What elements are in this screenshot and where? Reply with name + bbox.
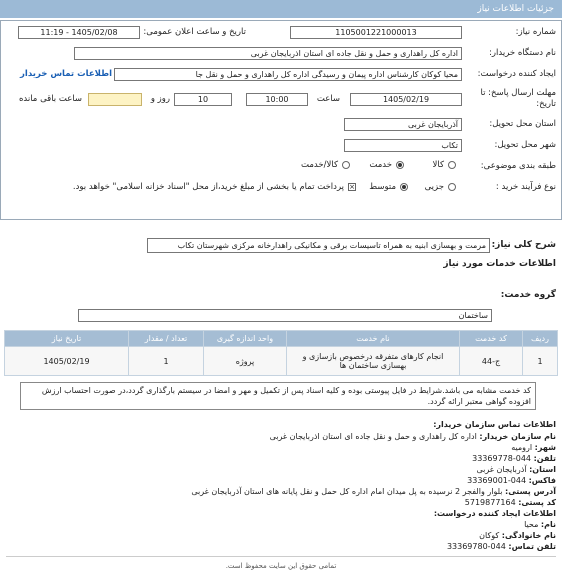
purchase-radio-medium[interactable] [400, 183, 408, 191]
contact-postal-label: کد پستی: [518, 498, 556, 507]
creator-phone-label: تلفن تماس: [508, 542, 556, 551]
purchase-type-label: نوع فرآیند خرید : [495, 182, 556, 192]
contact-org-value: اداره کل راهداری و حمل و نقل جاده ای استان اذربایجان غربی [269, 432, 477, 441]
creator-name-value: محیا [524, 520, 539, 529]
services-table [4, 330, 558, 376]
category-radio-service[interactable] [396, 161, 404, 169]
deadline-date-label: تاریخ: [536, 99, 556, 109]
announce-datetime-field[interactable]: 1405/02/08 - 11:19 [18, 26, 140, 39]
row-code: ج-44 [460, 347, 523, 376]
row-unit: پروژه [204, 347, 287, 376]
purchase-option-minor: جزیی [424, 182, 444, 192]
summary-label: شرح کلی نیاز: [491, 240, 556, 250]
city-field[interactable]: تکاب [344, 139, 462, 152]
contact-phone-value: 044-33369778 [472, 454, 532, 463]
contact-city-line [511, 443, 556, 452]
contact-address-label: آدرس پستی: [505, 487, 556, 496]
contact-fax-line [467, 476, 556, 485]
deadline-time-field[interactable]: 10:00 [246, 93, 308, 106]
category-radio-goods[interactable] [448, 161, 456, 169]
creator-family-value: کوکان [479, 531, 500, 540]
footer-copyright: تمامی حقوق این سایت محفوظ است. [225, 562, 337, 570]
treasury-note: پرداخت تمام یا بخشی از مبلغ خرید،از محل "اسناد خزانه اسلامی" خواهد بود. [72, 182, 344, 192]
col-index: ردیف [523, 331, 558, 347]
contact-address-line [191, 487, 556, 496]
deadline-time-label: ساعت [316, 94, 340, 104]
contact-section-title [433, 420, 556, 429]
contact-title-text: اطلاعات تماس سازمان خریدار: [433, 420, 556, 429]
creator-label: ایجاد کننده درخواست: [477, 69, 556, 79]
contact-fax-label: فاکس: [528, 476, 556, 485]
creator-section-title [434, 509, 556, 518]
service-group-label: گروه خدمت: [500, 290, 556, 300]
col-code: کد خدمت [460, 331, 523, 347]
col-unit: واحد اندازه گیری [204, 331, 287, 347]
summary-field[interactable]: مرمت و بهسازی ابنیه به همراه تاسیسات برقی و مکانیکی راهدارخانه مرکزی شهرستان تکاب [147, 238, 490, 253]
announce-label: تاریخ و ساعت اعلان عمومی: [143, 27, 246, 37]
contact-province-label: استان: [529, 465, 556, 474]
col-name: نام خدمت [287, 331, 460, 347]
services-section-title: اطلاعات خدمات مورد نیاز [443, 259, 556, 269]
treasury-checkbox[interactable]: × [349, 183, 355, 191]
province-label: استان محل تحویل: [489, 119, 556, 129]
category-option-service: خدمت [369, 160, 392, 170]
buyer-org-field[interactable]: اداره کل راهداری و حمل و نقل جاده ای استان اذربایجان غربی [74, 47, 462, 60]
need-number-label: شماره نیاز: [515, 27, 556, 37]
city-label: شهر محل تحویل: [494, 140, 556, 150]
creator-family-label: نام خانوادگی: [501, 531, 556, 540]
row-date: 1405/02/19 [5, 347, 129, 376]
creator-name-line [524, 520, 556, 529]
creator-field[interactable]: محیا کوکان کارشناس اداره پیمان و رسیدگی اداره کل راهداری و حمل و نقل جا [114, 68, 462, 81]
buyer-contact-link[interactable]: اطلاعات تماس خریدار [20, 69, 112, 79]
contact-city-label: شهر: [534, 443, 556, 452]
contact-province-line [476, 465, 556, 474]
row-qty: 1 [129, 347, 204, 376]
contact-org-line [270, 432, 556, 441]
buyer-note: کد خدمت مشابه می باشد.شرایط در فایل پیوستی بوده و کلیه اسناد پس از تکمیل و مهر و امضا در سیستم بارگذاری گردد،در صورت احتساب ارزش افزوده گواهی معتبر ارائه گردد. [20, 382, 536, 410]
category-option-goods-service: کالا/خدمت [301, 160, 338, 170]
days-label: روز و [150, 94, 170, 104]
contact-phone-line [472, 454, 556, 463]
province-field[interactable]: آذربایجان غربی [344, 118, 462, 131]
service-group-field[interactable]: ساختمان [78, 309, 492, 322]
hours-remaining-field[interactable] [88, 93, 142, 106]
creator-phone-value: 044-33369780 [446, 542, 506, 551]
contact-fax-value: 044-33369001 [467, 476, 527, 485]
col-date: تاریخ نیاز [5, 331, 129, 347]
days-remaining-field[interactable]: 10 [174, 93, 232, 106]
page-header [0, 0, 562, 18]
need-number-field[interactable]: 1105001221000013 [290, 26, 462, 39]
services-table-header [5, 331, 558, 347]
category-radio-goods-service[interactable] [342, 161, 350, 169]
contact-address-value: بلوار والفجر 2 نرسیده به پل میدان امام اداره کل حمل و نقل پایانه های استان آذربایجان غربی [191, 487, 503, 496]
col-qty: تعداد / مقدار [129, 331, 204, 347]
category-option-goods: کالا [432, 160, 444, 170]
contact-province-value: آذربایجان غربی [476, 465, 527, 474]
purchase-option-medium: متوسط [369, 182, 396, 192]
contact-city-value: ارومیه [511, 443, 533, 452]
page-title: جزئیات اطلاعات نیاز [477, 4, 554, 14]
deadline-label: مهلت ارسال پاسخ: تا [480, 88, 556, 98]
contact-phone-label: تلفن: [533, 454, 556, 463]
row-name: انجام کارهای متفرقه درخصوص بازسازی و بهسازی ساختمان ها [287, 347, 460, 376]
contact-postal-value: 5719877164 [464, 498, 516, 507]
table-row[interactable] [5, 347, 558, 376]
creator-phone-line [447, 542, 556, 551]
creator-title-text: اطلاعات ایجاد کننده درخواست: [433, 509, 556, 518]
purchase-radio-minor[interactable] [448, 183, 456, 191]
hours-remaining-label: ساعت باقی مانده [18, 94, 82, 104]
contact-org-label: نام سازمان خریدار: [479, 432, 556, 441]
buyer-org-label: نام دستگاه خریدار: [489, 48, 556, 58]
creator-family-line [479, 531, 556, 540]
footer-divider [6, 556, 556, 557]
creator-name-label: نام: [540, 520, 556, 529]
category-label: طبقه بندی موضوعی: [480, 161, 556, 171]
contact-postal-line [465, 498, 556, 507]
deadline-date-field[interactable]: 1405/02/19 [350, 93, 462, 106]
row-index: 1 [523, 347, 558, 376]
